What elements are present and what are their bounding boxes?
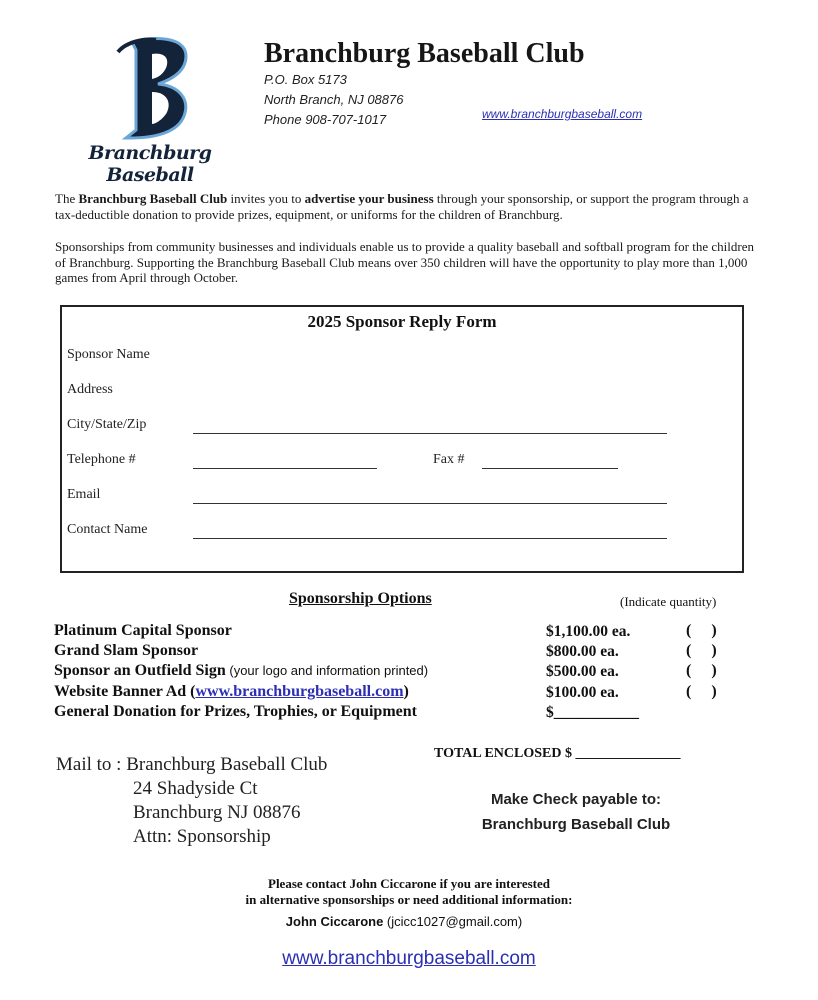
logo-text: Branchburg Baseball (88, 142, 212, 186)
address-label: Address (67, 382, 113, 397)
options-title: Sponsorship Options (289, 590, 432, 607)
telephone-field[interactable] (193, 468, 377, 469)
mail-city: Branchburg NJ 08876 (133, 802, 301, 823)
option-grand-slam-qty[interactable]: ( ) (686, 642, 717, 659)
telephone-label: Telephone # (67, 452, 136, 467)
city-state-zip-field[interactable] (193, 433, 667, 434)
option-platinum: Platinum Capital Sponsor (54, 622, 232, 639)
logo-b-icon (60, 34, 240, 144)
contact-email: (jcicc1027@gmail.com) (383, 914, 523, 929)
payable-label: Make Check payable to: (490, 791, 662, 808)
intro-club-name: Branchburg Baseball Club (78, 191, 228, 206)
footer-website-link[interactable]: www.branchburgbaseball.com (282, 948, 536, 969)
option-website-link[interactable]: www.branchburgbaseball.com (195, 683, 404, 700)
option-outfield-sign-qty[interactable]: ( ) (686, 662, 717, 679)
option-outfield-sign-name: Sponsor an Outfield Sign (54, 662, 226, 679)
mail-street: 24 Shadyside Ct (133, 778, 258, 799)
contact-person (0, 914, 808, 929)
intro-text: through your sponsorship, or support the program through a tax-deductible donation to provide prizes, equipment, or uniforms for the children of Branchburg. (55, 191, 749, 222)
email-label: Email (67, 487, 101, 502)
option-outfield-sign-price: $500.00 ea. (546, 663, 619, 680)
option-website-banner (54, 683, 409, 701)
club-logo (60, 34, 240, 186)
contact-person-name: John Ciccarone (285, 914, 384, 929)
option-outfield-sign-note: (your logo and information printed) (225, 663, 429, 678)
address-phone: Phone 908-707-1017 (264, 112, 387, 127)
sponsor-reply-form (60, 305, 744, 573)
form-title: 2025 Sponsor Reply Form (307, 312, 497, 331)
header-website-link[interactable]: www.branchburgbaseball.com (482, 107, 643, 121)
option-website-banner-price: $100.00 ea. (546, 684, 619, 701)
option-platinum-qty[interactable]: ( ) (686, 622, 717, 639)
option-general-donation-amount[interactable]: $___________ (546, 704, 639, 721)
option-grand-slam-price: $800.00 ea. (546, 643, 619, 660)
intro-paragraph-1 (55, 191, 755, 222)
contact-line-1: Please contact John Ciccarone if you are interested (268, 876, 550, 891)
contact-name-label: Contact Name (67, 522, 148, 537)
club-title: Branchburg Baseball Club (264, 38, 585, 69)
mail-to-line: Mail to : Branchburg Baseball Club (56, 754, 328, 775)
option-general-donation: General Donation for Prizes, Trophies, or Equipment (54, 703, 417, 720)
mail-attn: Attn: Sponsorship (133, 826, 271, 847)
fax-field[interactable] (482, 468, 618, 469)
option-outfield-sign (54, 662, 428, 680)
intro-text: The (55, 191, 79, 206)
payable-name: Branchburg Baseball Club (481, 816, 671, 833)
contact-name-field[interactable] (193, 538, 667, 539)
option-website-banner-name: Website Banner Ad ( (54, 683, 196, 700)
contact-line-2: in alternative sponsorships or need additional information: (245, 892, 573, 907)
option-platinum-price: $1,100.00 ea. (546, 623, 631, 640)
intro-paragraph-2: Sponsorships from community businesses and individuals enable us to provide a quality baseball and softball program for the children of Branchburg. Supporting the Branchburg Baseball Club means over 350 children will have the opportunity to play more than 1,000 games from April through October. (55, 239, 754, 285)
intro-emphasis: advertise your business (304, 191, 434, 206)
address-po-box: P.O. Box 5173 (264, 72, 347, 87)
indicate-quantity-note: (Indicate quantity) (620, 594, 717, 609)
option-website-banner-close: ) (403, 683, 409, 700)
address-city: North Branch, NJ 08876 (264, 92, 404, 107)
option-website-banner-qty[interactable]: ( ) (686, 683, 717, 700)
intro-text: invites you to (227, 191, 305, 206)
sponsor-name-label: Sponsor Name (67, 347, 150, 362)
option-grand-slam: Grand Slam Sponsor (54, 642, 199, 659)
fax-label: Fax # (433, 452, 465, 467)
city-state-zip-label: City/State/Zip (67, 417, 147, 432)
total-enclosed[interactable]: TOTAL ENCLOSED $ _______________ (434, 746, 681, 761)
email-field[interactable] (193, 503, 667, 504)
